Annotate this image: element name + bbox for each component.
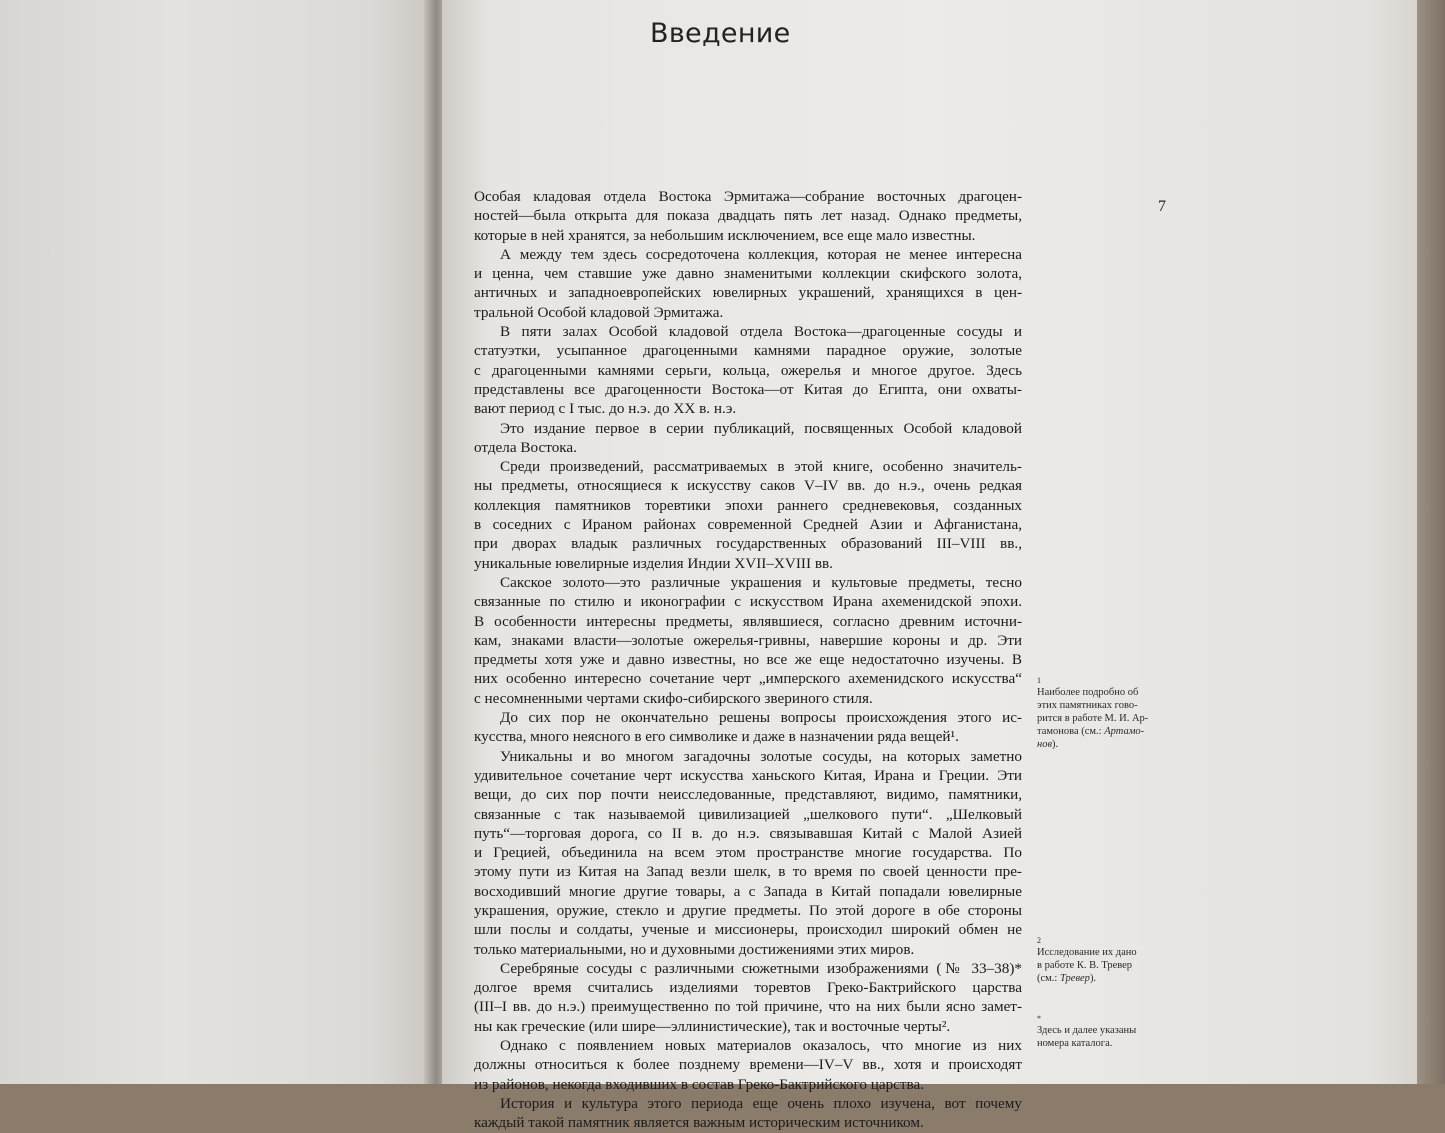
text-line: удивительное сочетание черт искусства ханьского Китая, Ирана и Греции. Эти — [474, 766, 1022, 784]
text-line: отдела Востока. — [474, 438, 577, 456]
body-text — [474, 187, 1022, 1133]
text-line: путь“—торговая дорога, со II в. до н.э. связывавшая Китай с Малой Азией — [474, 824, 1022, 842]
text-line: (III–I вв. до н.э.) преимущественно по той причине, что на них были ясно замет- — [474, 998, 1022, 1016]
footnote-line: (см.: Тревер). — [1037, 973, 1097, 984]
text-line: Уникальны и во многом загадочны золотые сосуды, на которых заметно — [500, 747, 1022, 765]
page-title: Введение — [650, 18, 791, 49]
text-line: должны относиться к более позднему времени—IV–V вв., хотя и происходят — [474, 1056, 1022, 1074]
text-line: Серебряные сосуды с различными сюжетными изображениями (№ 33–38)* — [500, 959, 1022, 977]
footnote-line: рится в работе М. И. Ар- — [1037, 713, 1149, 724]
footnote-line: нов). — [1037, 739, 1059, 750]
text-line: восходивший многие другие товары, а с Запада в Китай попадали ювелирные — [474, 882, 1022, 900]
footnote-line: Исследование их дано — [1037, 947, 1137, 958]
footnote-line: номера каталога. — [1037, 1038, 1113, 1049]
text-line: в соседних с Ираном районах современной Средней Азии и Афганистана, — [474, 516, 1022, 534]
table-edge — [1417, 0, 1445, 1084]
text-line: Среди произведений, рассматриваемых в этой книге, особенно значитель- — [500, 458, 1022, 476]
text-line: вают период с I тыс. до н.э. до XX в. н.э. — [474, 400, 737, 418]
text-line: тральной Особой кладовой Эрмитажа. — [474, 303, 724, 321]
text-line: и Грецией, объединила на всем этом пространстве многие государства. По — [474, 844, 1022, 862]
text-line: с несомненными чертами скифо-сибирского звериного стиля. — [474, 689, 873, 707]
text-line: коллекция памятников торевтики эпохи раннего средневековья, созданных — [474, 496, 1022, 514]
text-line: украшения, оружие, стекло и другие предметы. По этой дороге в обе стороны — [474, 901, 1022, 919]
text-line: связанные с так называемой цивилизацией „шелкового пути“. „Шелковый — [474, 805, 1022, 823]
footnote-2 — [1037, 936, 1157, 985]
text-line: при дворах владык различных государственных образований III–VIII вв., — [474, 535, 1022, 553]
text-line: только материальными, но и духовными достижениями этих миров. — [474, 940, 915, 958]
text-line: этому пути из Китая на Запад везли шелк, в то время по своей ценности пре- — [474, 863, 1022, 881]
text-line: До сих пор не окончательно решены вопросы происхождения этого ис- — [500, 709, 1022, 727]
footnote-mark: 1 — [1037, 676, 1041, 685]
footnote-line: в работе К. В. Тревер — [1037, 960, 1133, 971]
text-line: Это издание первое в серии публикаций, посвященных Особой кладовой — [500, 419, 1022, 437]
text-line: связанные по стилю и иконографии с искусством Ирана ахеменидской эпохи. — [474, 593, 1022, 611]
footnote-3 — [1037, 1014, 1157, 1050]
text-line: античных и западноевропейских ювелирных украшений, хранящихся в цен- — [474, 284, 1022, 302]
page-number: 7 — [1158, 198, 1166, 215]
text-line: долгое время считались изделиями торевтов Греко-Бактрийского царства — [474, 979, 1022, 997]
text-line: с драгоценными камнями серьги, кольца, ожерелья и многое другое. Здесь — [474, 361, 1022, 379]
text-line: В пяти залах Особой кладовой отдела Востока—драгоценные сосуды и — [500, 323, 1022, 341]
text-line: и ценна, чем ставшие уже давно знаменитыми коллекции скифского золота, — [474, 265, 1022, 283]
text-line: кам, знаками власти—золотые ожерелья-гривны, навершие короны и др. Эти — [474, 631, 1022, 649]
text-line: Особая кладовая отдела Востока Эрмитажа—собрание восточных драгоцен- — [474, 188, 1022, 205]
footnote-line: Наиболее подробно об — [1037, 687, 1139, 698]
text-line: ны предметы, относящиеся к искусству саков V–IV вв. до н.э., очень редкая — [474, 477, 1022, 495]
footnote-line: этих памятниках гово- — [1037, 700, 1138, 711]
text-line: А между тем здесь сосредоточена коллекция, которая не менее интересна — [500, 245, 1022, 263]
text-line: из районов, некогда входивших в состав Греко-Бактрийского царства. — [474, 1075, 925, 1093]
text-line: шли послы и солдаты, ученые и миссионеры, происходил широкий обмен не — [474, 921, 1022, 939]
text-line: ностей—была открыта для показа двадцать пять лет назад. Однако предметы, — [474, 207, 1022, 225]
left-page — [0, 0, 436, 1084]
text-line: статуэтки, усыпанное драгоценными камнями парадное оружие, золотые — [474, 342, 1022, 360]
footnote-line: тамонова (см.: Артамо- — [1037, 726, 1145, 737]
text-line: В особенности интересны предметы, являвшиеся, согласно древним источни- — [474, 612, 1022, 630]
text-line: представлены все драгоценности Востока—от Китая до Египта, они охваты- — [474, 380, 1022, 398]
text-line: которые в ней хранятся, за небольшим исключением, все еще мало известны. — [474, 226, 976, 244]
text-line: вещи, до сих пор почти неисследованные, представляют, видимо, памятники, — [474, 786, 1022, 804]
text-line: ны как греческие (или шире—эллинистические), так и восточные черты². — [474, 1017, 951, 1035]
text-line: Сакское золото—это различные украшения и культовые предметы, тесно — [500, 573, 1022, 591]
text-line: Однако с появлением новых материалов оказалось, что многие из них — [500, 1037, 1022, 1055]
text-line: каждый такой памятник является важным историческим источником. — [474, 1114, 924, 1132]
text-line: История и культура этого периода еще очень плохо изучена, вот почему — [500, 1094, 1022, 1112]
footnote-1 — [1037, 676, 1157, 751]
footnote-mark: * — [1037, 1014, 1041, 1023]
text-line: уникальные ювелирные изделия Индии XVII–XVIII вв. — [474, 554, 833, 572]
footnote-mark: 2 — [1037, 936, 1041, 945]
text-line: кусства, много неясного в его символике и даже в назначении ряда вещей¹. — [474, 728, 959, 746]
text-line: них особенно интересно сочетание черт „имперского ахеменидского искусства“ — [474, 670, 1022, 688]
footnote-line: Здесь и далее указаны — [1037, 1025, 1137, 1036]
text-line: предметы хотя уже и давно известны, но все же еще недостаточно изучены. В — [474, 651, 1022, 669]
